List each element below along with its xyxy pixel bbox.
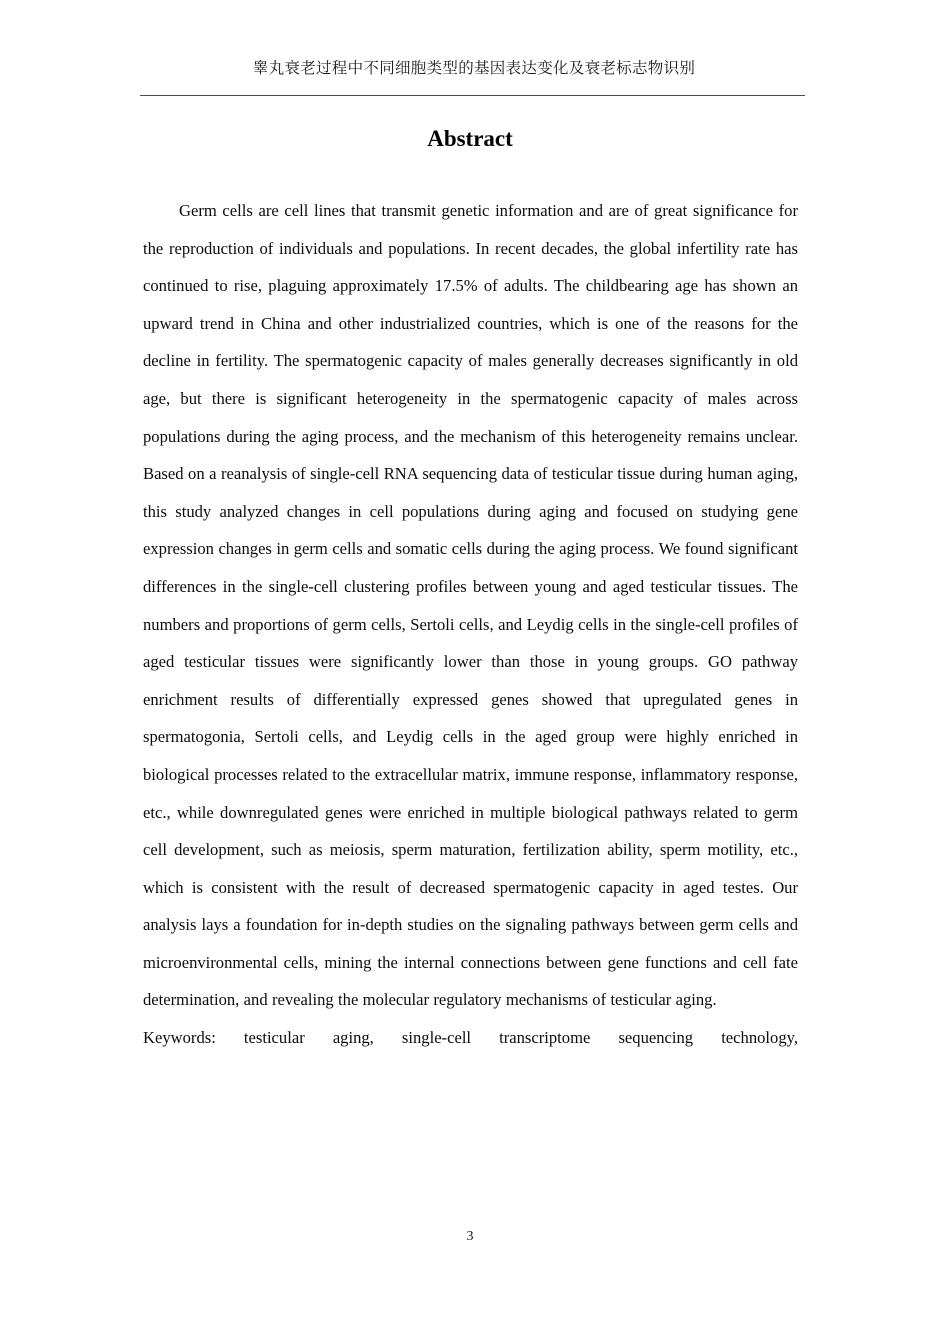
abstract-body [143, 192, 798, 1057]
page-number: 3 [466, 1229, 474, 1244]
abstract-paragraph: Germ cells are cell lines that transmit genetic information and are of great significance for the reproduction of individuals and populations. In recent decades, the global infertility rate has continued to rise, plaguing approximately 17.5% of adults. The childbearing age has shown an upward trend in China and other industrialized countries, which is one of the reasons for the decline in fertility. The spermatogenic capacity of males generally decreases significantly in old age, but there is significant heterogeneity in the spermatogenic capacity of males across populations during the aging process, and the mechanism of this heterogeneity remains unclear. Based on a reanalysis of single-cell RNA sequencing data of testicular tissue during human aging, this study analyzed changes in cell populations during aging and focused on studying gene expression changes in germ cells and somatic cells during the aging process. We found significant differences in the single-cell clustering profiles between young and aged testicular tissues. The numbers and proportions of germ cells, Sertoli cells, and Leydig cells in the single-cell profiles of aged testicular tissues were significantly lower than those in young groups. GO pathway enrichment results of differentially expressed genes showed that upregulated genes in spermatogonia, Sertoli cells, and Leydig cells in the aged group were highly enriched in biological processes related to the extracellular matrix, immune response, inflammatory response, etc., while downregulated genes were enriched in multiple biological pathways related to germ cell development, such as meiosis, sperm maturation, fertilization ability, sperm motility, etc., which is consistent with the result of decreased spermatogenic capacity in aged testes. Our analysis lays a foundation for in-depth studies on the signaling pathways between germ cells and microenvironmental cells, mining the internal connections between gene functions and cell fate determination, and revealing the molecular regulatory mechanisms of testicular aging. [143, 201, 798, 1010]
running-header-title: 睾丸衰老过程中不同细胞类型的基因表达变化及衰老标志物识别 [252, 60, 696, 77]
page-footer [143, 1228, 797, 1246]
running-header [143, 58, 805, 80]
header-divider-rule [140, 95, 805, 96]
keywords-line: Keywords: testicular aging, single-cell transcriptome sequencing technology, [143, 1028, 798, 1048]
page-title: Abstract [427, 126, 513, 151]
